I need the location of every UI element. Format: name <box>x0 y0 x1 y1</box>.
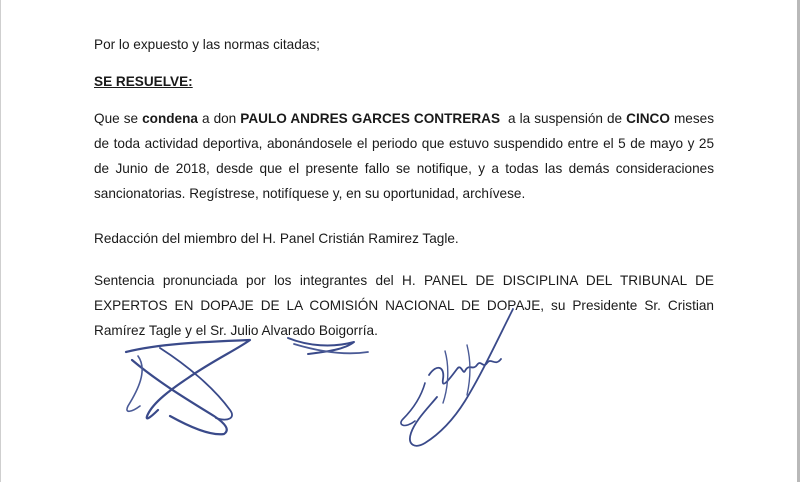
resolution-text-2: a don <box>197 111 241 126</box>
document-body <box>94 32 714 343</box>
resolution-text-4: meses de toda actividad deportiva, abonándosele el periodo que estuvo suspendido entre el 5 de mayo y 25 de Junio de 2018, desde que el presente fallo se notifique, y a todas las demás consideraciones sancionatorias. Regístrese, notifíquese y, en su oportunidad, archívese. <box>94 111 714 201</box>
resolution-text-1: Que se <box>94 111 143 126</box>
sentencia-paragraph: Sentencia pronunciada por los integrantes del H. PANEL DE DISCIPLINA DEL TRIBUNAL DE EXPERTOS EN DOPAJE DE LA COMISIÓN NACIONAL DE DOPAJE, su Presidente Sr. Cristian Ramírez Tagle y el Sr. Julio Alvarado Boigorría. <box>94 273 714 338</box>
redaccion-paragraph: Redacción del miembro del H. Panel Cristián Ramirez Tagle. <box>94 231 459 246</box>
resolution-text-3: a la suspensión de <box>500 111 627 126</box>
suspension-length: CINCO <box>626 111 670 126</box>
resolution-heading: SE RESUELVE: <box>94 74 193 89</box>
resolution-paragraph <box>94 106 714 206</box>
sanctioned-name: PAULO ANDRES GARCES CONTRERAS <box>240 111 501 126</box>
resolution-verb: condena <box>142 111 198 126</box>
intro-paragraph: Por lo expuesto y las normas citadas; <box>94 37 320 52</box>
